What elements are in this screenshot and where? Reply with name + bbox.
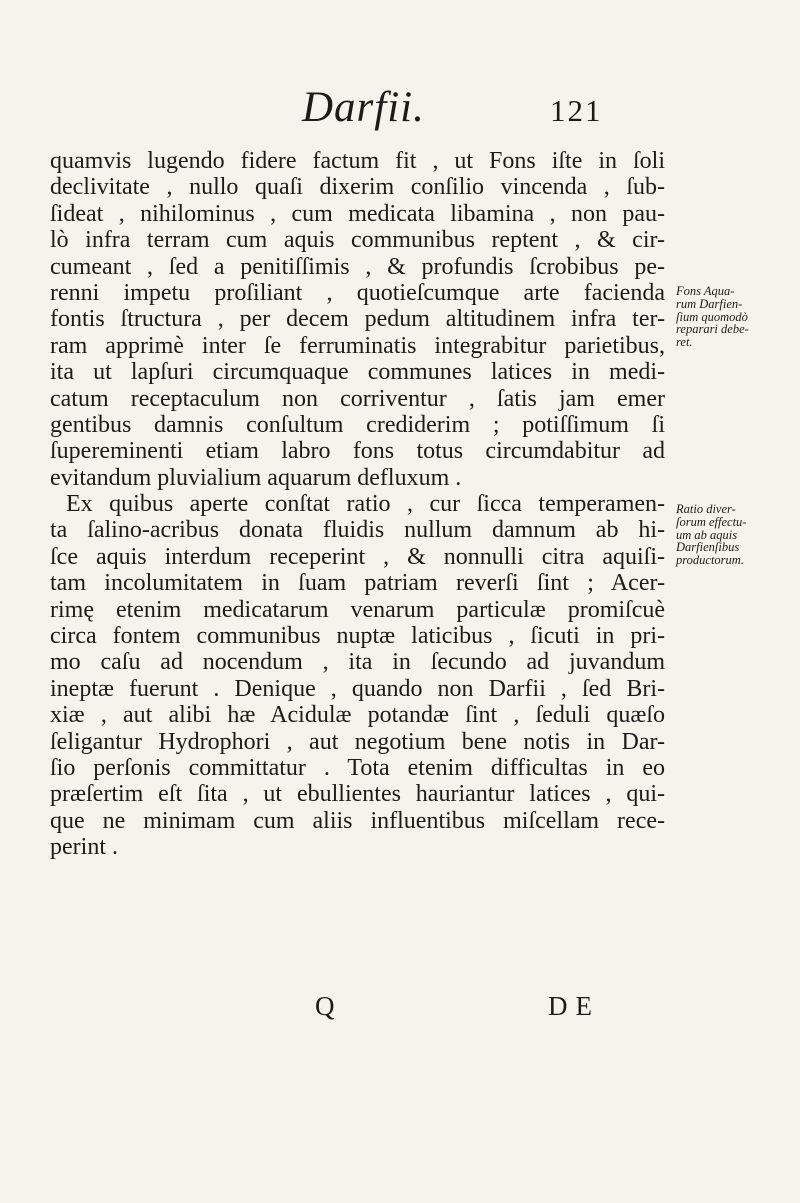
- text-line: ita ut lapſuri circumquaque communes latices in medi-: [50, 359, 665, 386]
- margin-note-line: Darfienſibus: [676, 540, 740, 555]
- text-line: circa fontem communibus nuptæ laticibus , ſicuti in pri-: [50, 623, 665, 650]
- margin-note-line: reparari debe-: [676, 322, 749, 337]
- margin-note-fons: [676, 285, 794, 349]
- margin-note-line: ſorum effectu-: [676, 514, 747, 529]
- text-line: rimę etenim medicatarum venarum particulæ promiſcuè: [50, 596, 665, 623]
- margin-note-ratio: [676, 503, 794, 567]
- text-line: declivitate , nullo quaſi dixerim conſilio vincenda , ſub-: [50, 174, 665, 201]
- margin-note-line: productorum.: [676, 553, 744, 568]
- text-line: præſertim eſt ſita , ut ebullientes hauriantur latices , qui-: [50, 781, 665, 808]
- page-footer: [0, 986, 800, 1026]
- margin-note-line: Ratio diver-: [676, 502, 736, 516]
- text-line: ram apprimè inter ſe ferruminatis integrabitur parietibus,: [50, 332, 665, 359]
- signature-mark: Q: [315, 991, 335, 1021]
- margin-note-line: ret.: [676, 335, 693, 350]
- text-line: evitandum pluvialium aquarum defluxum .: [50, 464, 462, 491]
- body-text: [50, 148, 665, 861]
- text-line: mo caſu ad nocendum , ita in ſecundo ad juvandum: [50, 649, 665, 676]
- text-line: renni impetu proſiliant , quotieſcumque arte facienda: [50, 279, 665, 306]
- margin-note-line: Fons Aqua-: [676, 284, 735, 298]
- text-line: ta ſalino-acribus donata fluidis nullum damnum ab hi-: [50, 517, 665, 544]
- text-line: quamvis lugendo fidere factum fit , ut Fons iſte in ſoli: [50, 148, 665, 174]
- text-line: ſeligantur Hydrophori , aut negotium bene notis in Dar-: [50, 728, 665, 755]
- page-header: [0, 78, 800, 138]
- text-line: catum receptaculum non corriventur , ſatis jam emer: [50, 385, 665, 412]
- text-line: ſio perſonis committatur . Tota etenim difficultas in eo: [50, 754, 665, 781]
- text-line: ſupereminenti etiam labro fons totus circumdabitur ad: [50, 438, 665, 465]
- margin-note-line: ſium quomodò: [676, 309, 748, 324]
- text-line: gentibus damnis conſultum crediderim ; potiſſimum ſi: [50, 411, 665, 438]
- text-line: cumeant , ſed a penitiſſimis , & profundis ſcrobibus pe-: [50, 253, 665, 280]
- margin-note-line: rum Darfien-: [676, 296, 743, 311]
- text-line: xiæ , aut alibi hæ Acidulæ potandæ ſint , ſeduli quæſo: [50, 702, 665, 729]
- page-number: 121: [550, 93, 603, 128]
- text-line: fontis ſtructura , per decem pedum altitudinem infra ter-: [50, 306, 665, 333]
- catchword: DE: [548, 991, 600, 1021]
- text-line: que ne minimam cum aliis influentibus miſcellam rece-: [50, 807, 665, 834]
- text-line: Ex quibus aperte conſtat ratio , cur ſicca temperamen-: [66, 491, 665, 518]
- margin-note-line: um ab aquis: [676, 527, 738, 542]
- text-line: tam incolumitatem in ſuam patriam reverſi ſint ; Acer-: [50, 570, 665, 597]
- text-line: ſideat , nihilominus , cum medicata libamina , non pau-: [50, 200, 665, 227]
- text-line: ineptæ fuerunt . Denique , quando non Darfii , ſed Bri-: [50, 675, 665, 702]
- text-line: lò infra terram cum aquis communibus reptent , & cir-: [50, 227, 665, 254]
- text-line: perint .: [50, 834, 118, 861]
- text-line: ſce aquis interdum receperint , & nonnulli citra aquiſi-: [50, 543, 665, 570]
- running-head: Darfii.: [302, 84, 425, 131]
